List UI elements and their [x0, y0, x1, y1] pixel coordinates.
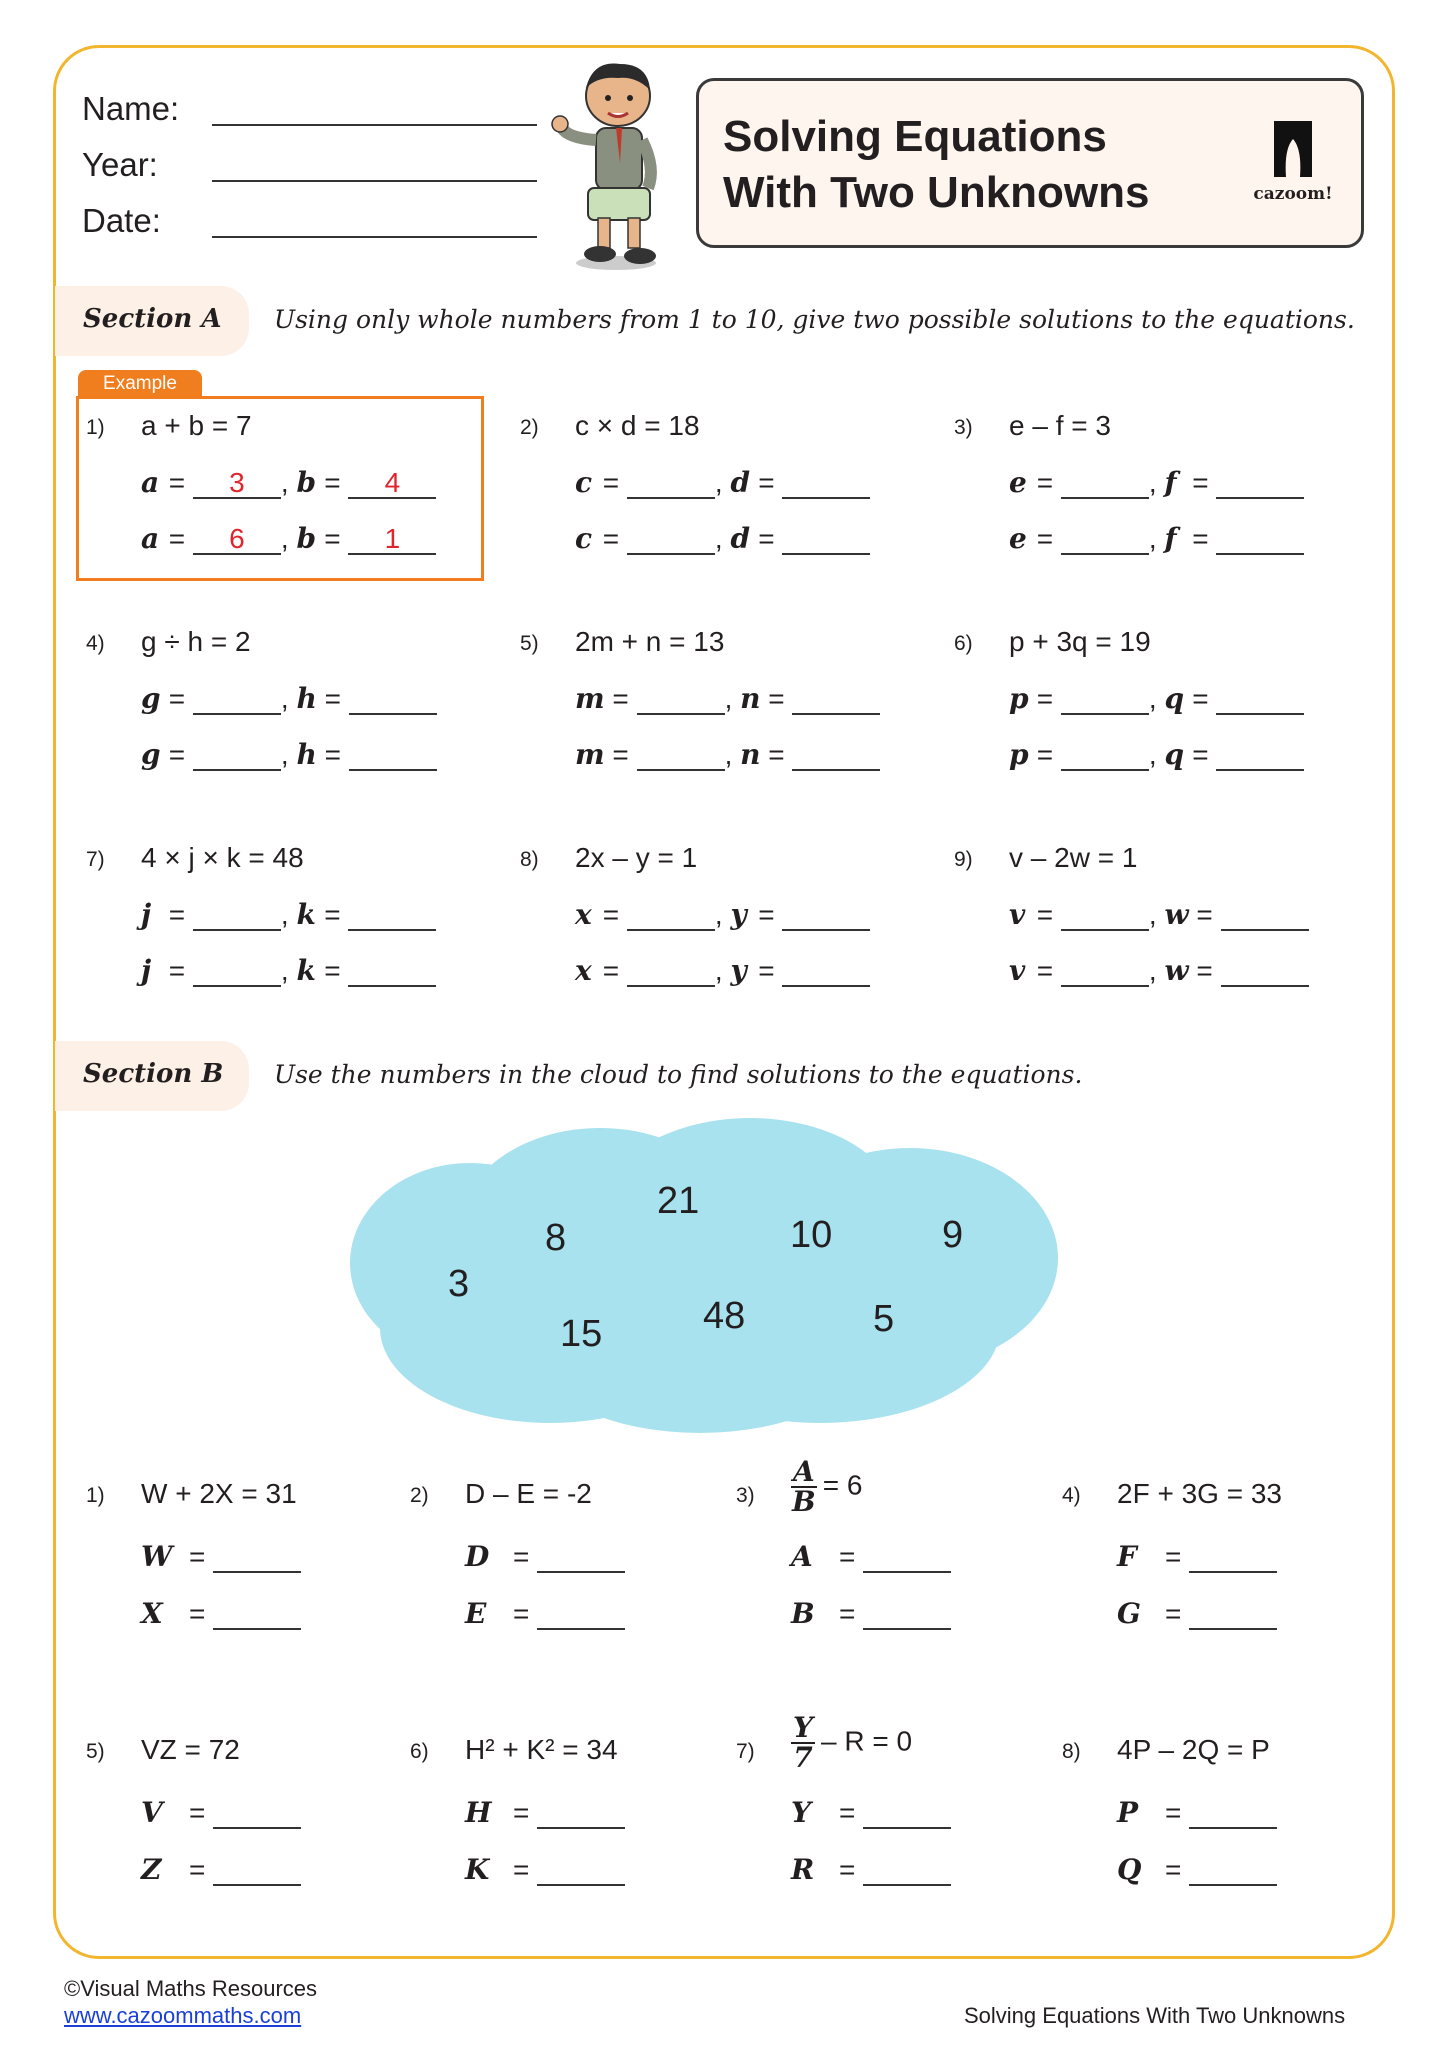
variable-label: V	[141, 1796, 163, 1829]
answer-blank[interactable]	[193, 901, 281, 931]
question-number: 4)	[86, 632, 105, 655]
variable-label: y	[730, 954, 747, 987]
fraction	[791, 1711, 815, 1774]
answer-row: c = , d =	[575, 522, 870, 555]
answer-row: D =	[465, 1540, 625, 1573]
fraction	[791, 1455, 817, 1518]
student-character-illustration	[548, 58, 678, 273]
variable-label: v	[1009, 954, 1026, 987]
answer-row: a = 6 , b = 1	[141, 522, 436, 555]
answer-blank[interactable]: 6	[193, 525, 281, 555]
answer-blank[interactable]	[193, 685, 281, 715]
variable-label: w	[1164, 898, 1189, 931]
answer-blank[interactable]	[1221, 901, 1309, 931]
answer-blank[interactable]	[863, 1799, 951, 1829]
question-number: 9)	[954, 848, 973, 871]
answer-blank[interactable]	[537, 1543, 625, 1573]
answer-blank[interactable]: 3	[193, 469, 281, 499]
answer-blank[interactable]	[537, 1856, 625, 1886]
answer-row: Q =	[1117, 1853, 1277, 1886]
variable-label: Z	[141, 1853, 162, 1886]
section-a-instruction: Using only whole numbers from 1 to 10, give two possible solutions to the equations.	[274, 305, 1355, 334]
year-line[interactable]	[212, 180, 537, 182]
answer-row: m = , n =	[575, 738, 880, 771]
question-number: 8)	[520, 848, 539, 871]
variable-label: G	[1117, 1597, 1141, 1630]
answer-blank[interactable]	[792, 741, 880, 771]
cloud-number: 8	[545, 1217, 567, 1259]
answer-row: p = , q =	[1009, 682, 1304, 715]
question-number: 1)	[86, 416, 105, 439]
answer-row: A =	[791, 1540, 951, 1573]
answer-row: H =	[465, 1796, 625, 1829]
equation: 2x – y = 1	[575, 842, 698, 873]
example-badge: Example	[78, 370, 202, 398]
name-label: Name:	[82, 90, 180, 127]
question-number: 5)	[520, 632, 539, 655]
variable-label: X	[141, 1597, 163, 1630]
variable-label: K	[465, 1853, 490, 1886]
variable-label: h	[296, 738, 317, 771]
cazoom-logo	[1243, 119, 1343, 204]
variable-label: c	[575, 522, 593, 555]
answer-blank[interactable]	[349, 685, 437, 715]
answer-row: e = , f =	[1009, 522, 1304, 555]
answer-blank[interactable]	[863, 1543, 951, 1573]
variable-label: Y	[791, 1796, 811, 1829]
variable-label: W	[141, 1540, 173, 1573]
answer-row: Y =	[791, 1796, 951, 1829]
variable-label: x	[575, 898, 592, 931]
section-a-label: Section A	[83, 304, 222, 334]
answer-blank[interactable]	[1061, 901, 1149, 931]
answer-blank[interactable]	[1216, 469, 1304, 499]
variable-label: q	[1164, 738, 1185, 771]
variable-label: q	[1164, 682, 1185, 715]
variable-label: D	[465, 1540, 490, 1573]
variable-label: a	[141, 522, 160, 555]
variable-label: c	[575, 466, 593, 499]
variable-label: k	[296, 898, 316, 931]
variable-label: j	[141, 898, 152, 931]
answer-blank[interactable]	[1189, 1600, 1277, 1630]
answer-blank[interactable]	[863, 1600, 951, 1630]
answer-row: W =	[141, 1540, 301, 1573]
footer-doc-title: Solving Equations With Two Unknowns	[964, 2003, 1346, 2028]
cloud-number: 5	[873, 1298, 895, 1340]
answer-blank[interactable]: 4	[348, 469, 436, 499]
answer-blank[interactable]	[637, 685, 725, 715]
footer-copyright: ©Visual Maths Resources	[64, 1976, 318, 2001]
answer-row: Z =	[141, 1853, 301, 1886]
answer-blank[interactable]	[1189, 1856, 1277, 1886]
answer-blank[interactable]	[537, 1600, 625, 1630]
answer-blank[interactable]	[1221, 957, 1309, 987]
variable-label: j	[141, 954, 152, 987]
equation: 2m + n = 13	[575, 626, 725, 657]
variable-label: Q	[1117, 1853, 1142, 1886]
answer-blank[interactable]	[348, 957, 436, 987]
answer-row: g = , h =	[141, 682, 437, 715]
answer-row: e = , f =	[1009, 466, 1304, 499]
question-number: 1)	[86, 1484, 105, 1507]
section-a-tab	[55, 286, 249, 356]
year-label: Year:	[82, 146, 158, 183]
answer-row: G =	[1117, 1597, 1277, 1630]
variable-label: f	[1164, 522, 1177, 555]
variable-label: m	[575, 738, 605, 771]
answer-row: V =	[141, 1796, 301, 1829]
date-line[interactable]	[212, 236, 537, 238]
answer-blank[interactable]	[782, 901, 870, 931]
variable-label: p	[1009, 682, 1029, 715]
variable-label: f	[1164, 466, 1177, 499]
answer-blank[interactable]	[1061, 957, 1149, 987]
variable-label: R	[791, 1853, 815, 1886]
answer-blank[interactable]	[1061, 525, 1149, 555]
question-number: 2)	[520, 416, 539, 439]
variable-label: b	[296, 466, 317, 499]
equation: e – f = 3	[1009, 410, 1111, 441]
section-b-label: Section B	[83, 1059, 224, 1089]
variable-label: n	[740, 682, 761, 715]
name-line[interactable]	[212, 124, 537, 126]
answer-blank[interactable]	[782, 469, 870, 499]
answer-row: E =	[465, 1597, 625, 1630]
answer-row: c = , d =	[575, 466, 870, 499]
answer-blank[interactable]	[349, 741, 437, 771]
answer-blank[interactable]	[1061, 685, 1149, 715]
variable-label: d	[730, 466, 751, 499]
variable-label: k	[296, 954, 316, 987]
equation: W + 2X = 31	[141, 1478, 297, 1509]
answer-blank[interactable]	[782, 525, 870, 555]
variable-label: m	[575, 682, 605, 715]
equation: c × d = 18	[575, 410, 700, 441]
answer-row: g = , h =	[141, 738, 437, 771]
equation: 4 × j × k = 48	[141, 842, 304, 873]
answer-row: j = , k =	[141, 898, 436, 931]
answer-blank[interactable]	[782, 957, 870, 987]
answer-row: v = , w =	[1009, 898, 1309, 931]
answer-row: a = 3 , b = 4	[141, 466, 436, 499]
fraction-denominator: 7	[793, 1741, 813, 1774]
cloud-number: 48	[703, 1295, 746, 1337]
cloud-number: 9	[942, 1214, 964, 1256]
answer-blank[interactable]	[213, 1799, 301, 1829]
variable-label: n	[740, 738, 761, 771]
variable-label: x	[575, 954, 592, 987]
answer-row: B =	[791, 1597, 951, 1630]
cloud-number: 21	[657, 1180, 700, 1222]
answer-row: p = , q =	[1009, 738, 1304, 771]
answer-blank[interactable]	[1189, 1543, 1277, 1573]
cloud-number: 3	[448, 1263, 470, 1305]
equation: p + 3q = 19	[1009, 626, 1151, 657]
equation	[791, 1455, 863, 1518]
variable-label: e	[1009, 522, 1027, 555]
question-number: 4)	[1062, 1484, 1081, 1507]
answer-row: F =	[1117, 1540, 1277, 1573]
equation: v – 2w = 1	[1009, 842, 1138, 873]
fraction-numerator: A	[793, 1455, 815, 1488]
equation: VZ = 72	[141, 1734, 240, 1765]
question-number: 3)	[736, 1484, 755, 1507]
answer-blank[interactable]	[348, 901, 436, 931]
cazoom-logo-icon	[1270, 119, 1316, 179]
question-number: 2)	[410, 1484, 429, 1507]
answer-blank[interactable]	[627, 901, 715, 931]
answer-blank[interactable]	[792, 685, 880, 715]
answer-blank[interactable]: 1	[348, 525, 436, 555]
answer-blank[interactable]	[627, 957, 715, 987]
worksheet-title	[723, 109, 1150, 221]
variable-label: H	[465, 1796, 492, 1829]
equation: H² + K² = 34	[465, 1734, 618, 1765]
answer-blank[interactable]	[1216, 525, 1304, 555]
question-number: 7)	[736, 1740, 755, 1763]
question-number: 8)	[1062, 1740, 1081, 1763]
answer-row: x = , y =	[575, 898, 870, 931]
answer-blank[interactable]	[193, 741, 281, 771]
equation: D – E = -2	[465, 1478, 592, 1509]
variable-label: w	[1164, 954, 1189, 987]
variable-label: h	[296, 682, 317, 715]
variable-label: A	[791, 1540, 813, 1573]
equation-rest: – R = 0	[821, 1725, 913, 1757]
answer-row: K =	[465, 1853, 625, 1886]
variable-label: v	[1009, 898, 1026, 931]
variable-label: p	[1009, 738, 1029, 771]
answer-blank[interactable]	[1216, 741, 1304, 771]
answer-blank[interactable]	[537, 1799, 625, 1829]
worksheet-title-box	[696, 78, 1364, 248]
title-line-1: Solving Equations	[723, 112, 1107, 161]
answer-row: X =	[141, 1597, 301, 1630]
question-number: 6)	[954, 632, 973, 655]
cloud-number: 10	[790, 1214, 833, 1256]
answer-blank[interactable]	[1061, 469, 1149, 499]
question-number: 7)	[86, 848, 105, 871]
title-line-2: With Two Unknowns	[723, 168, 1150, 217]
variable-label: E	[465, 1597, 487, 1630]
equation	[791, 1711, 913, 1774]
answer-row: R =	[791, 1853, 951, 1886]
equation: 4P – 2Q = P	[1117, 1734, 1270, 1765]
cloud-number: 15	[560, 1313, 603, 1355]
answer-blank[interactable]	[1189, 1799, 1277, 1829]
variable-label: e	[1009, 466, 1027, 499]
variable-label: g	[141, 738, 161, 771]
answer-row: x = , y =	[575, 954, 870, 987]
variable-label: a	[141, 466, 160, 499]
variable-label: b	[296, 522, 317, 555]
answer-blank[interactable]	[627, 525, 715, 555]
section-b-instruction: Use the numbers in the cloud to find solutions to the equations.	[274, 1060, 1083, 1089]
logo-text: cazoom!	[1253, 184, 1333, 204]
variable-label: g	[141, 682, 161, 715]
section-b-tab	[55, 1041, 249, 1111]
variable-label: B	[791, 1597, 815, 1630]
answer-blank[interactable]	[213, 1600, 301, 1630]
variable-label: F	[1117, 1540, 1137, 1573]
variable-label: y	[730, 898, 747, 931]
equation: g ÷ h = 2	[141, 626, 251, 657]
answer-blank[interactable]	[193, 957, 281, 987]
variable-label: P	[1117, 1796, 1139, 1829]
date-label: Date:	[82, 202, 161, 239]
footer-website-link[interactable]: www.cazoommaths.com	[64, 2003, 302, 2028]
answer-blank[interactable]	[863, 1856, 951, 1886]
answer-row: v = , w =	[1009, 954, 1309, 987]
equation-rest: = 6	[822, 1469, 863, 1501]
answer-blank[interactable]	[627, 469, 715, 499]
answer-blank[interactable]	[1216, 685, 1304, 715]
answer-blank[interactable]	[1061, 741, 1149, 771]
fraction-denominator: B	[792, 1485, 816, 1518]
answer-blank[interactable]	[637, 741, 725, 771]
answer-row: j = , k =	[141, 954, 436, 987]
fraction-numerator: Y	[793, 1711, 813, 1744]
answer-row: P =	[1117, 1796, 1277, 1829]
question-number: 5)	[86, 1740, 105, 1763]
equation: 2F + 3G = 33	[1117, 1478, 1282, 1509]
answer-blank[interactable]	[213, 1543, 301, 1573]
question-number: 6)	[410, 1740, 429, 1763]
question-number: 3)	[954, 416, 973, 439]
answer-row: m = , n =	[575, 682, 880, 715]
variable-label: d	[730, 522, 751, 555]
answer-blank[interactable]	[213, 1856, 301, 1886]
equation: a + b = 7	[141, 410, 252, 441]
